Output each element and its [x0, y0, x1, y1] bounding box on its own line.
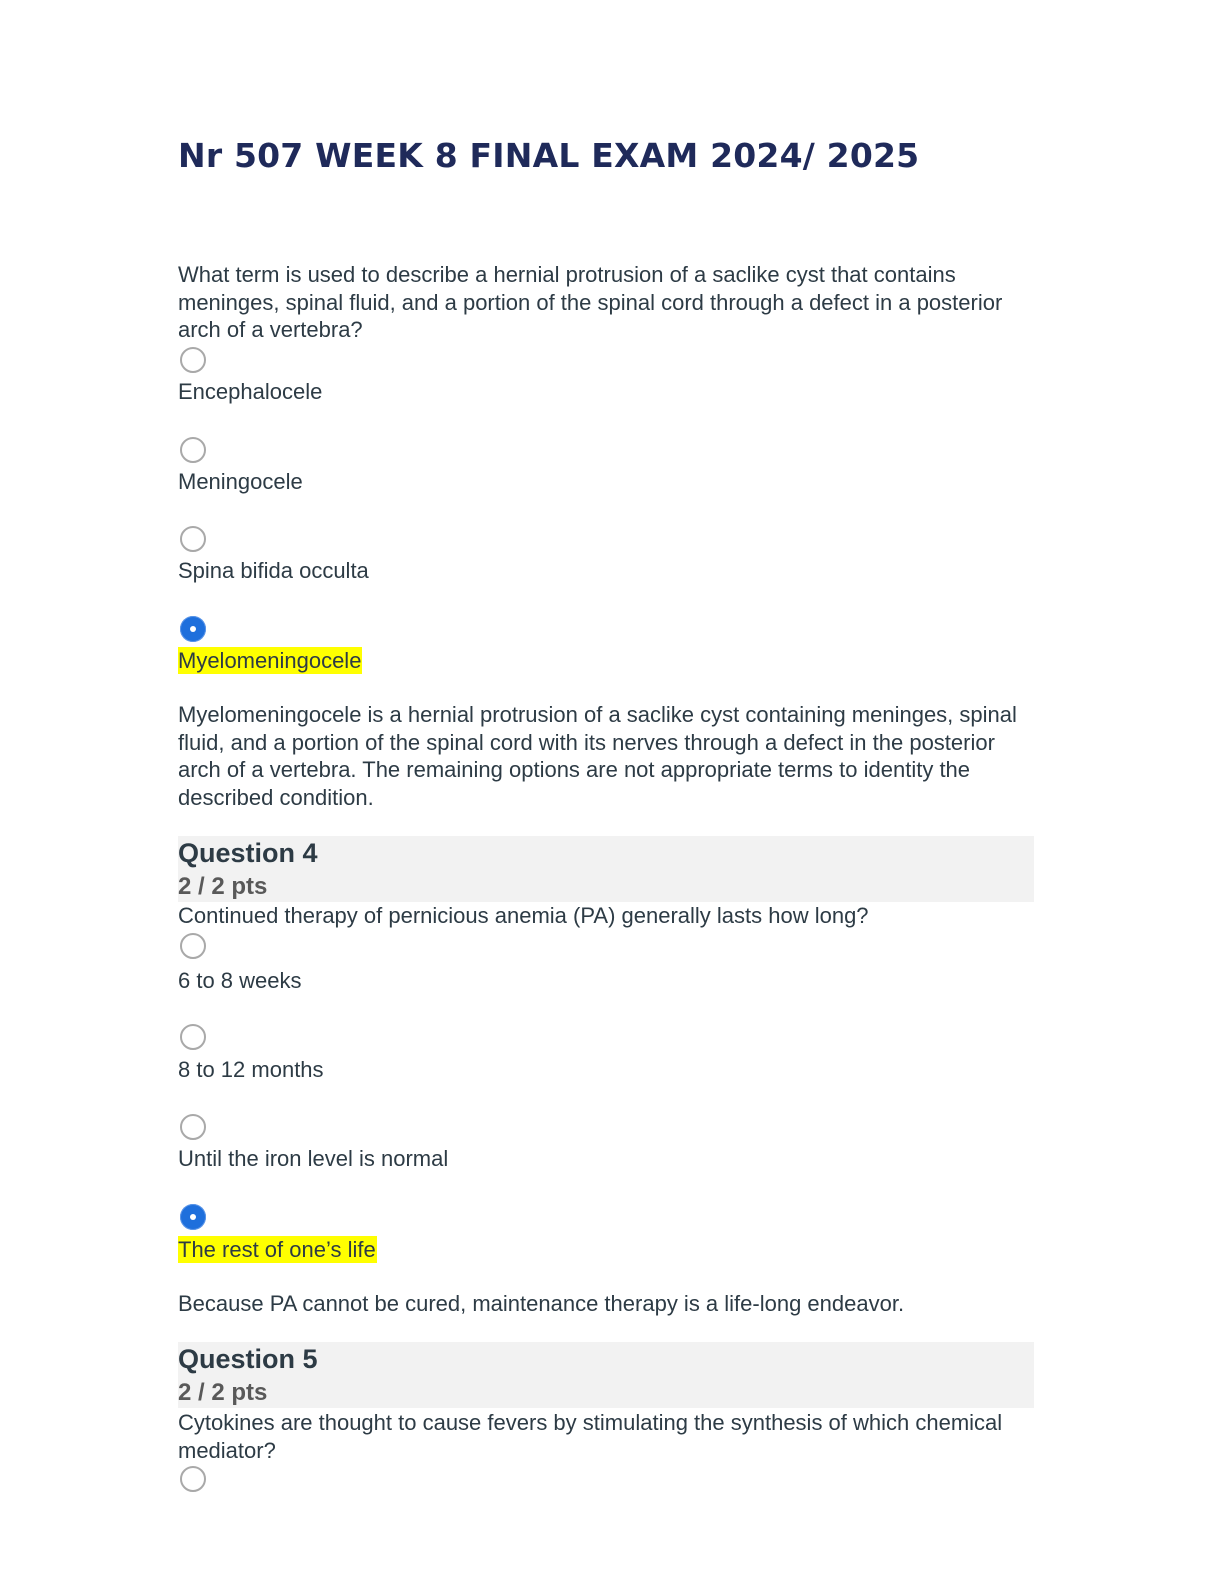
question-5-title: Question 5: [178, 1344, 318, 1374]
q4-option-4-label-correct: The rest of one’s life: [178, 1237, 376, 1262]
question-3-explanation: Myelomeningocele is a hernial protrusion of a saclike cyst containing meninges, spinal fluid, and a portion of the spinal cord with its nerves through a defect in the posterior arch of a vertebra. The remaining options are not appropriate terms to identity the described condition.: [178, 702, 1017, 810]
document-title: Nr 507 WEEK 8 FINAL EXAM 2024/ 2025: [178, 136, 920, 175]
q3-option-2-label: Meningocele: [178, 469, 303, 494]
q4-option-4-radio-selected[interactable]: [180, 1204, 206, 1230]
question-3-text: What term is used to describe a hernial protrusion of a saclike cyst that contains meninges, spinal fluid, and a portion of the spinal cord through a defect in a posterior arch of a vertebra?: [178, 262, 1003, 342]
question-4-explanation: Because PA cannot be cured, maintenance therapy is a life-long endeavor.: [178, 1291, 905, 1316]
q4-option-1-radio[interactable]: [180, 933, 206, 959]
question-5-text: Cytokines are thought to cause fevers by stimulating the synthesis of which chemical mediator?: [178, 1410, 1003, 1463]
question-4-title: Question 4: [178, 838, 318, 868]
q4-option-2-label: 8 to 12 months: [178, 1057, 324, 1082]
question-4-points: 2 / 2 pts: [178, 873, 268, 900]
q3-option-3-label: Spina bifida occulta: [178, 558, 369, 583]
q3-option-1-radio[interactable]: [180, 347, 206, 373]
q4-option-3-radio[interactable]: [180, 1114, 206, 1140]
q3-option-3-radio[interactable]: [180, 526, 206, 552]
q3-option-4-radio-selected[interactable]: [180, 616, 206, 642]
question-5-points: 2 / 2 pts: [178, 1379, 268, 1406]
q3-option-1-label: Encephalocele: [178, 379, 323, 404]
q5-option-1-radio[interactable]: [180, 1466, 206, 1492]
q4-option-3-label: Until the iron level is normal: [178, 1146, 449, 1171]
q4-option-1-label: 6 to 8 weeks: [178, 968, 302, 993]
q3-option-2-radio[interactable]: [180, 437, 206, 463]
question-4-text: Continued therapy of pernicious anemia (PA) generally lasts how long?: [178, 903, 869, 928]
question-4-header: [178, 836, 1034, 902]
q4-option-2-radio[interactable]: [180, 1024, 206, 1050]
q3-option-4-label-correct: Myelomeningocele: [178, 648, 362, 673]
question-5-header: [178, 1342, 1034, 1408]
